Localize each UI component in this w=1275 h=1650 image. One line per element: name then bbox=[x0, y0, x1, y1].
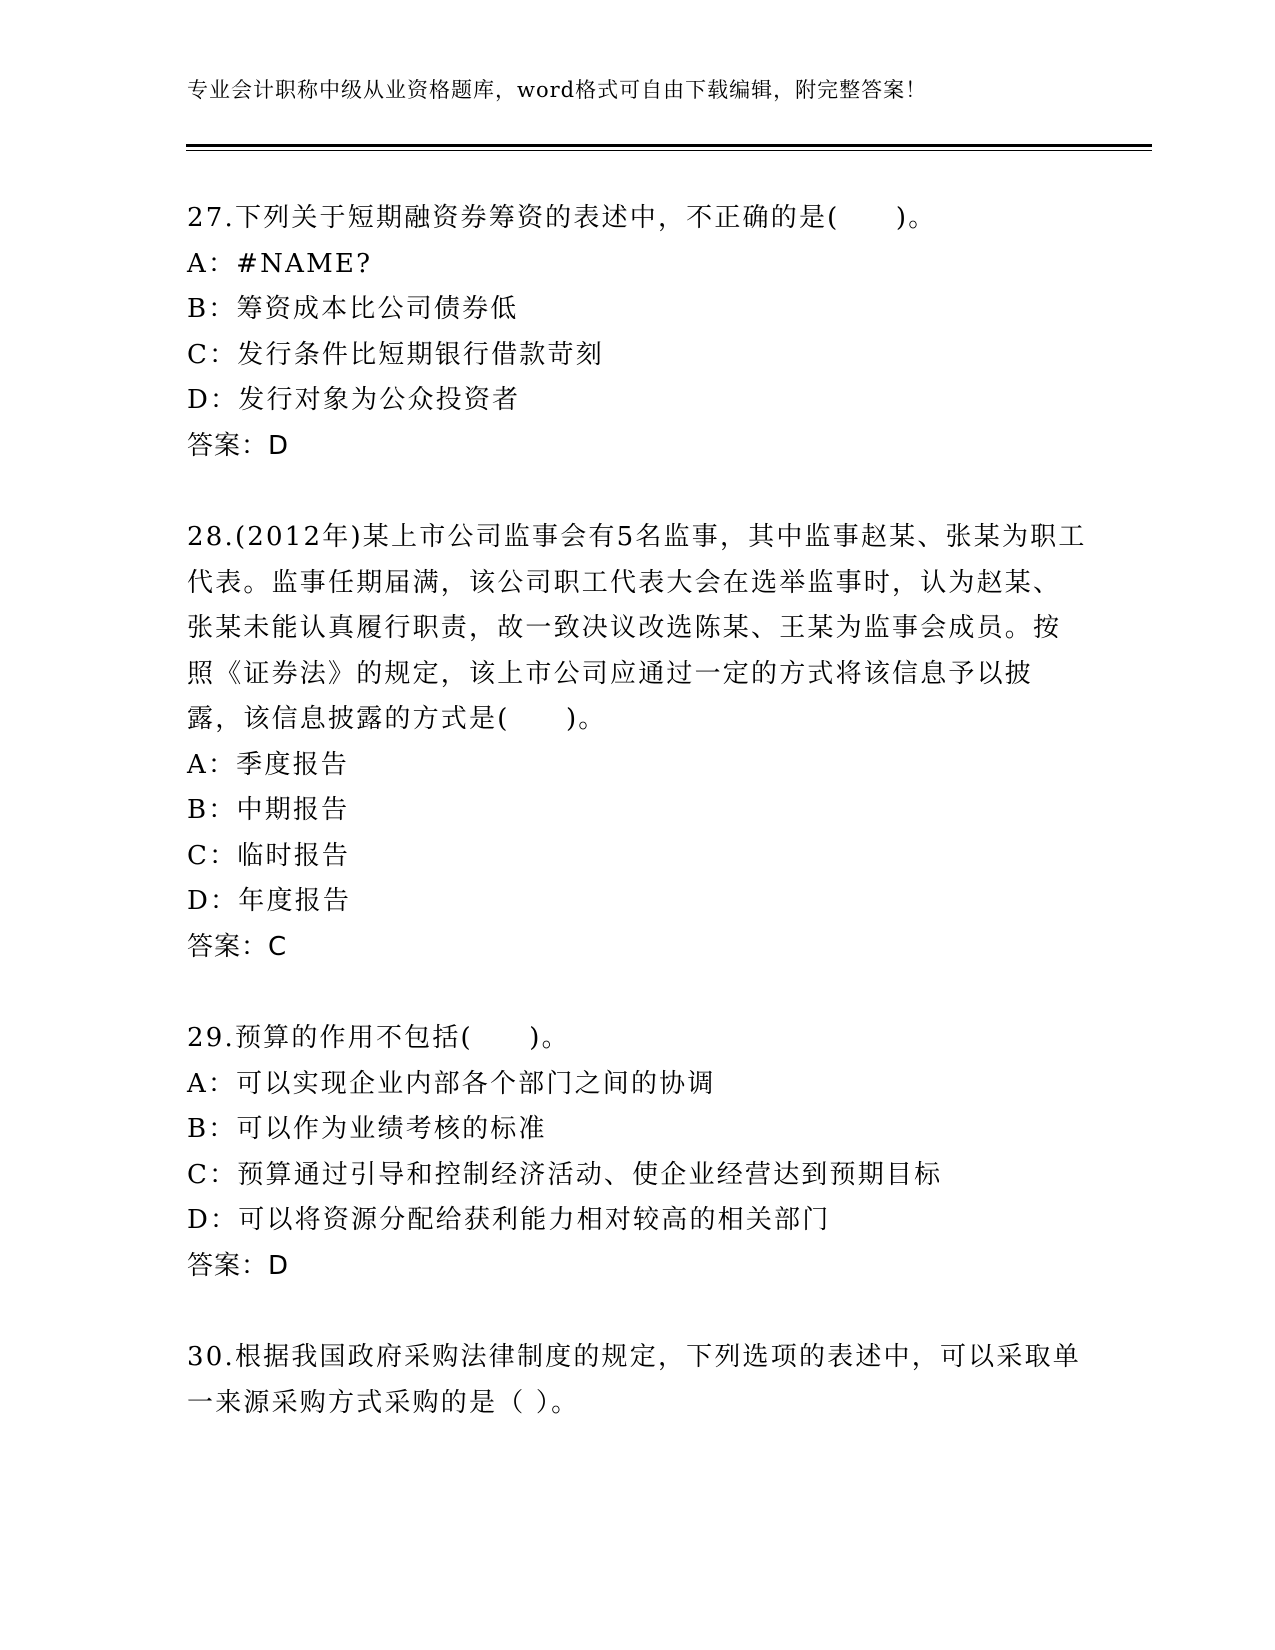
option-b: B：筹资成本比公司债券低 bbox=[187, 294, 519, 324]
header-rule-thin bbox=[186, 150, 1152, 151]
answer-line: 答案：C bbox=[187, 931, 288, 962]
question-30 bbox=[187, 1335, 1087, 1426]
question-stem: 27.下列关于短期融资券筹资的表述中，不正确的是( )。 bbox=[187, 203, 937, 233]
answer-line: 答案：D bbox=[187, 1250, 290, 1281]
question-stem: 29.预算的作用不包括( )。 bbox=[187, 1023, 570, 1053]
header-rule-thick bbox=[186, 144, 1152, 147]
option-list bbox=[187, 242, 1087, 424]
option-b: B：中期报告 bbox=[187, 795, 350, 825]
option-a: A：可以实现企业内部各个部门之间的协调 bbox=[187, 1068, 716, 1099]
option-list bbox=[187, 1062, 1087, 1244]
option-c: C：发行条件比短期银行借款苛刻 bbox=[187, 339, 604, 370]
question-list bbox=[187, 196, 1087, 1472]
question-29 bbox=[187, 1016, 1087, 1289]
option-a: A：季度报告 bbox=[187, 749, 349, 780]
question-27 bbox=[187, 196, 1087, 469]
answer-line: 答案：D bbox=[187, 430, 290, 461]
option-d: D：发行对象为公众投资者 bbox=[187, 385, 521, 415]
option-list bbox=[187, 743, 1087, 925]
question-stem: 28.(2012年)某上市公司监事会有5名监事，其中监事赵某、张某为职工代表。监事任期届满，该公司职工代表大会在选举监事时，认为赵某、张某未能认真履行职责，故一致决议改选陈某、王某为监事会成员。按照《证券法》的规定，该上市公司应通过一定的方式将该信息予以披露，该信息披露的方式是( )。 bbox=[187, 522, 1087, 734]
option-c: C：预算通过引导和控制经济活动、使企业经营达到预期目标 bbox=[187, 1159, 943, 1190]
option-c: C：临时报告 bbox=[187, 840, 351, 871]
option-d: D：可以将资源分配给获利能力相对较高的相关部门 bbox=[187, 1205, 831, 1235]
question-stem: 30.根据我国政府采购法律制度的规定，下列选项的表述中，可以采取单一来源采购方式采购的是（ ）。 bbox=[187, 1342, 1081, 1418]
page-header: 专业会计职称中级从业资格题库，word格式可自由下载编辑，附完整答案！ bbox=[187, 78, 928, 102]
option-a: A：#NAME? bbox=[187, 248, 373, 279]
option-b: B：可以作为业绩考核的标准 bbox=[187, 1114, 547, 1144]
option-d: D：年度报告 bbox=[187, 886, 352, 916]
question-28 bbox=[187, 515, 1087, 970]
